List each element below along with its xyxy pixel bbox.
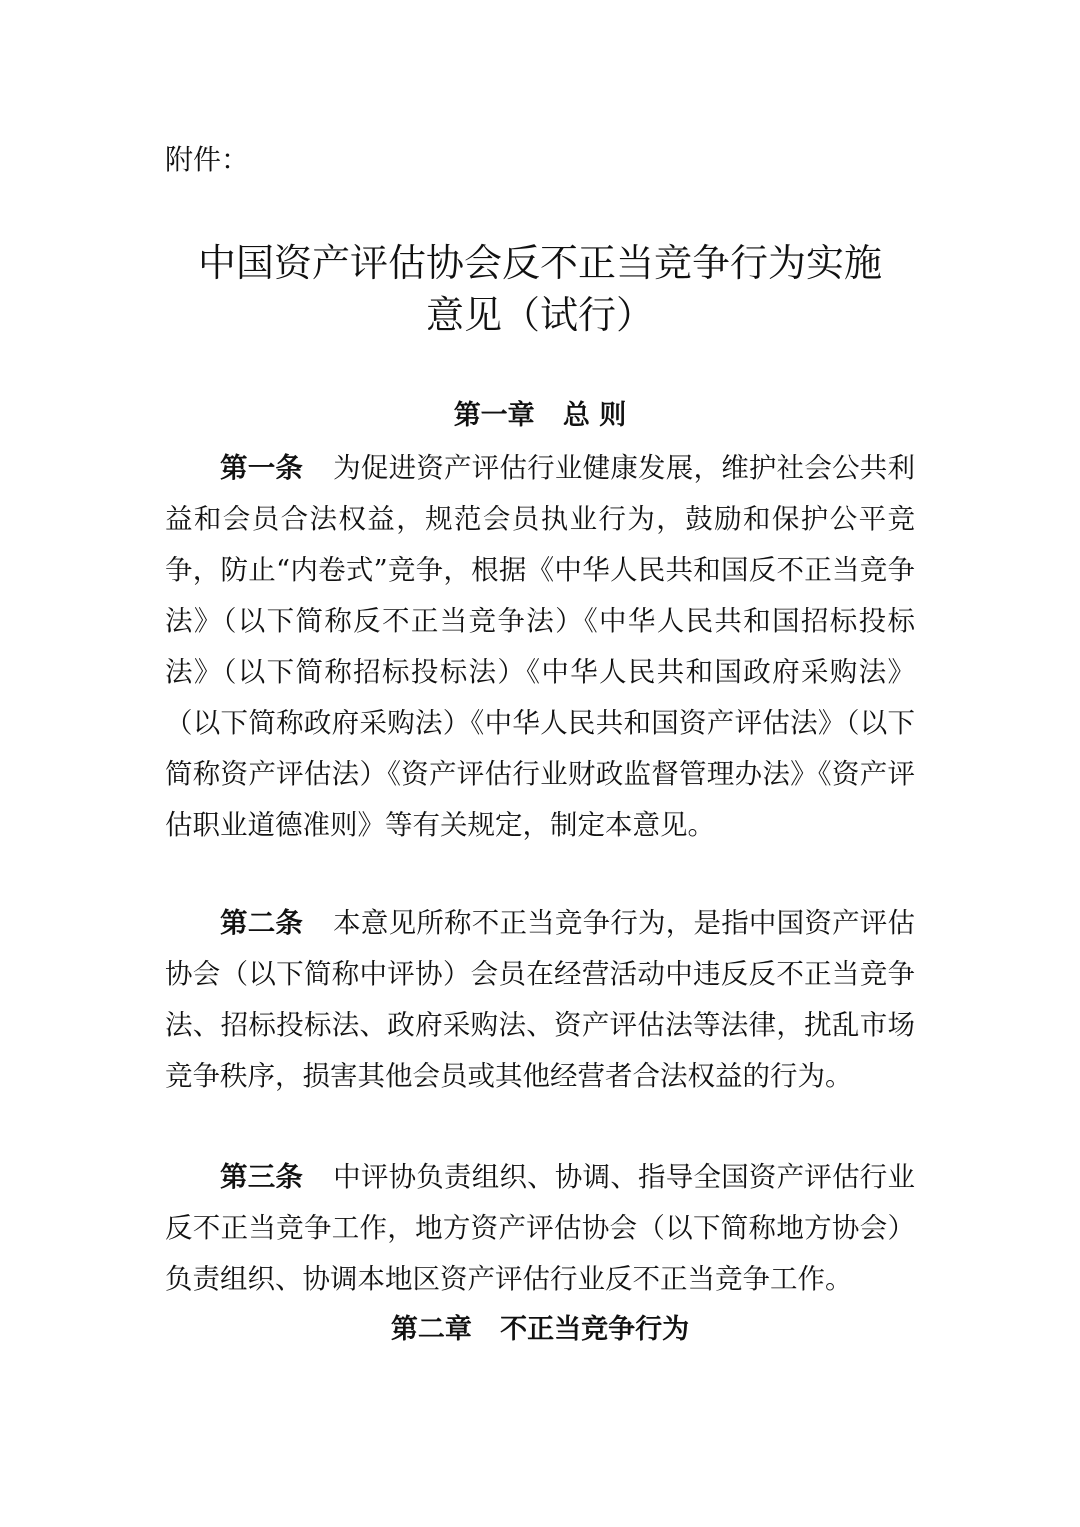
article-1 — [165, 443, 915, 851]
article-2-label: 第二条 — [220, 907, 304, 939]
chapter-2-heading: 第二章 不正当竞争行为 — [390, 1314, 690, 1345]
article-2-text: 本意见所称不正当竞争行为，是指中国资产评估协会（以下简称中评协）会员在经营活动中违反反不正当竞争法、招标投标法、政府采购法、资产评估法等法律，扰乱市场竞争秩序，损害其他会员或其他经营者合法权益的行为。 — [165, 907, 916, 1092]
article-2 — [165, 898, 915, 1102]
document-title-line-2: 意见（试行） — [425, 293, 654, 337]
article-1-text: 为促进资产评估行业健康发展，维护社会公共利益和会员合法权益，规范会员执业行为，鼓励和保护公平竞争，防止“内卷式”竞争，根据《中华人民共和国反不正当竞争法》（以下简称反不正当竞争法）《中华人民共和国招标投标法》（以下简称招标投标法）《中华人民共和国政府采购法》（以下简称政府采购法）《中华人民共和国资产评估法》（以下简称资产评估法）《资产评估行业财政监督管理办法》《资产评估职业道德准则》等有关规定，制定本意见。 — [165, 452, 916, 841]
article-3 — [165, 1152, 915, 1305]
chapter-1-heading: 第一章 总 则 — [453, 400, 627, 431]
article-3-label: 第三条 — [220, 1161, 304, 1193]
article-1-label: 第一条 — [220, 452, 304, 484]
document-title — [150, 237, 930, 341]
document-title-line-1: 中国资产评估协会反不正当竞争行为实施 — [197, 241, 882, 285]
attachment-label: 附件： — [165, 143, 250, 176]
article-3-text: 中评协负责组织、协调、指导全国资产评估行业反不正当竞争工作，地方资产评估协会（以下简称地方协会）负责组织、协调本地区资产评估行业反不正当竞争工作。 — [165, 1161, 916, 1295]
